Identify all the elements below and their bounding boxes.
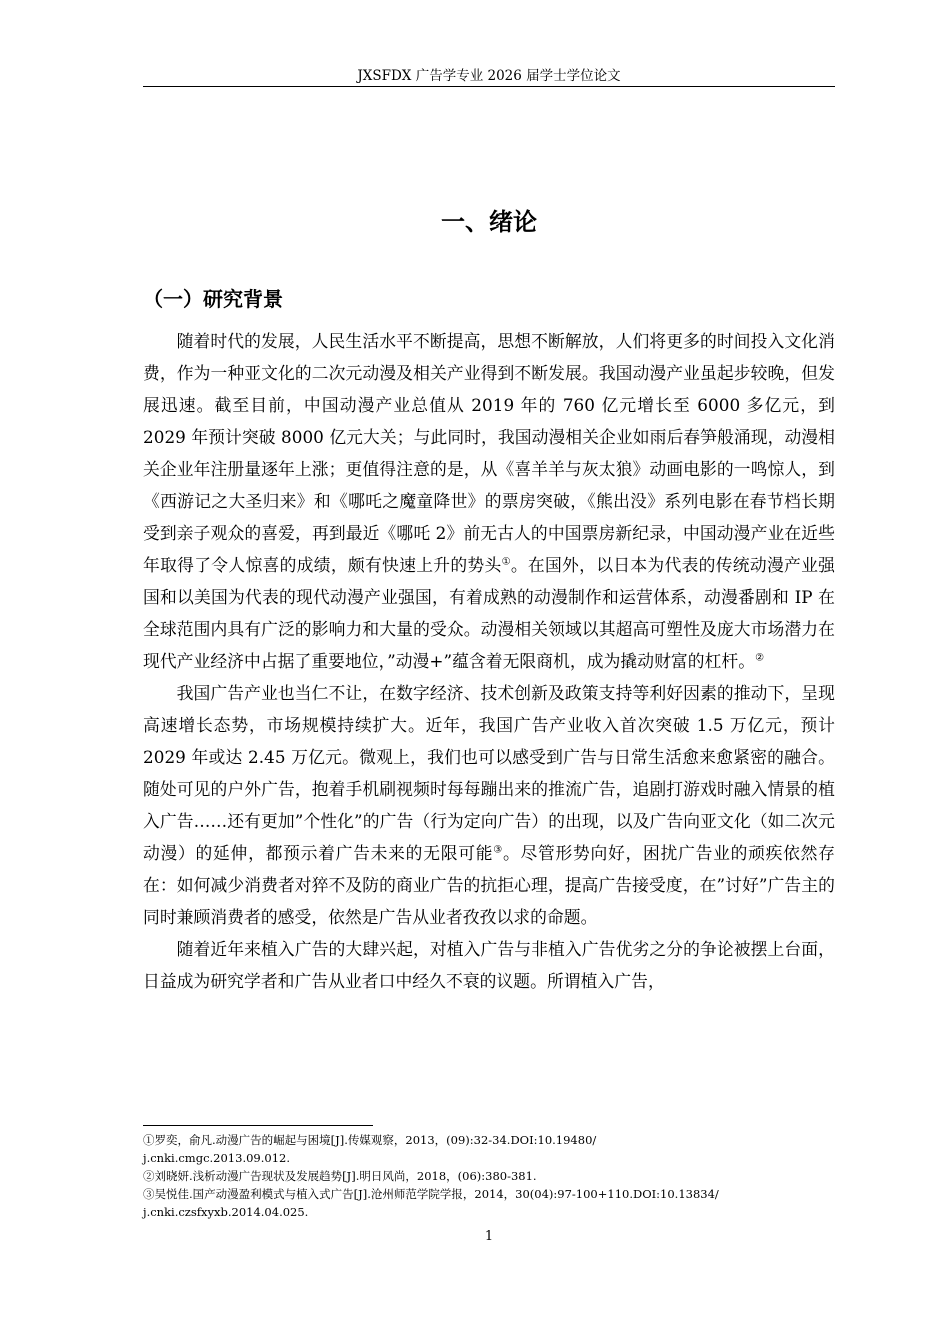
page-number: 1 [484, 1229, 494, 1244]
footnote-text-continued: j.cnki.cmgc.2013.09.012. [143, 1151, 290, 1165]
header-divider [143, 86, 835, 87]
paragraph-2-part-a: 我国广告产业也当仁不让，在数字经济、技术创新及政策支持等利好因素的推动下，呈现高速增长态势，市场规模持续扩大。近年，我国广告产业收入首次突破 1.5 万亿元，预计 2029 年或达 2.45 万亿元。微观上，我们也可以感受到广告与日常生活愈来愈紧密的融合。随处可见的户外广告，抱着手机刷视频时每每蹦出来的推流广告，追剧打游戏时融入情景的植入广告……还有更加”个性化”的广告（行为定向广告）的出现，以及广告向亚文化（如二次元动漫）的延伸，都预示着广告未来的无限可能 [143, 683, 835, 863]
footnote-ref-3[interactable]: ③ [493, 844, 503, 856]
chapter-title: 一、绪论 [441, 208, 537, 237]
footnote-ref-2[interactable]: ② [755, 652, 765, 664]
footnote-2 [143, 1167, 843, 1185]
footnote-text: 罗奕，俞凡.动漫广告的崛起与困境[J].传媒观察，2013，(09):32-34.DOI:10.19480/ [154, 1133, 597, 1147]
footnote-mark: ③ [143, 1187, 155, 1201]
footnote-mark: ① [143, 1133, 155, 1147]
paragraph-2-part-b: 。尽管形势向好，困扰广告业的顽疾依然存在：如何减少消费者对猝不及防的商业广告的抗拒心理，提高广告接受度，在”讨好”广告主的同时兼顾消费者的感受，依然是广告从业者孜孜以求的命题。 [143, 843, 836, 927]
paragraph-1-part-b: 。在国外，以日本为代表的传统动漫产业强国和以美国为代表的现代动漫产业强国，有着成熟的动漫制作和运营体系，动漫番剧和 IP 在全球范围内具有广泛的影响力和大量的受众。动漫相关领域以其超高可塑性及庞大市场潜力在现代产业经济中占据了重要地位，”动漫+”蕴含着无限商机，成为撬动财富的杠杆。 [143, 555, 835, 671]
footnote-text: 吴悦佳.国产动漫盈利模式与植入式广告[J].沧州师范学院学报，2014，30(04):97-100+110.DOI:10.13834/ [154, 1187, 719, 1201]
footnote-3 [143, 1185, 843, 1221]
section-title: （一）研究背景 [143, 286, 283, 311]
paragraph-2 [143, 677, 835, 933]
paragraph-3: 随着近年来植入广告的大肆兴起，对植入广告与非植入广告优劣之分的争论被摆上台面，日益成为研究学者和广告从业者口中经久不衰的议题。所谓植入广告， [143, 939, 835, 991]
footnote-text-continued: j.cnki.czsfxyxb.2014.04.025. [143, 1205, 309, 1219]
paragraph-1-part-a: 随着时代的发展，人民生活水平不断提高，思想不断解放，人们将更多的时间投入文化消费，作为一种亚文化的二次元动漫及相关产业得到不断发展。我国动漫产业虽起步较晚，但发展迅速。截至目前，中国动漫产业总值从 2019 年的 760 亿元增长至 6000 多亿元，到 2029 年预计突破 8000 亿元大关；与此同时，我国动漫相关企业如雨后春笋般涌现，动漫相关企业年注册量逐年上涨；更值得注意的是，从《喜羊羊与灰太狼》动画电影的一鸣惊人，到《西游记之大圣归来》和《哪吒之魔童降世》的票房突破，《熊出没》系列电影在春节档长期受到亲子观众的喜爱，再到最近《哪吒 2》前无古人的中国票房新纪录，中国动漫产业在近些年取得了令人惊喜的成绩，颇有快速上升的势头 [143, 331, 835, 575]
footnote-text: 刘晓妍.浅析动漫广告现状及发展趋势[J].明日风尚，2018，(06):380-381. [154, 1169, 537, 1183]
footnote-mark: ② [143, 1169, 155, 1183]
running-header: JXSFDX 广告学专业 2026 届学士学位论文 [357, 68, 621, 84]
footnotes [143, 1131, 843, 1221]
footnote-1 [143, 1131, 843, 1167]
footnote-divider [143, 1125, 373, 1126]
paragraph-1 [143, 325, 835, 677]
footnote-ref-1[interactable]: ① [501, 556, 511, 568]
body-text [143, 325, 835, 997]
